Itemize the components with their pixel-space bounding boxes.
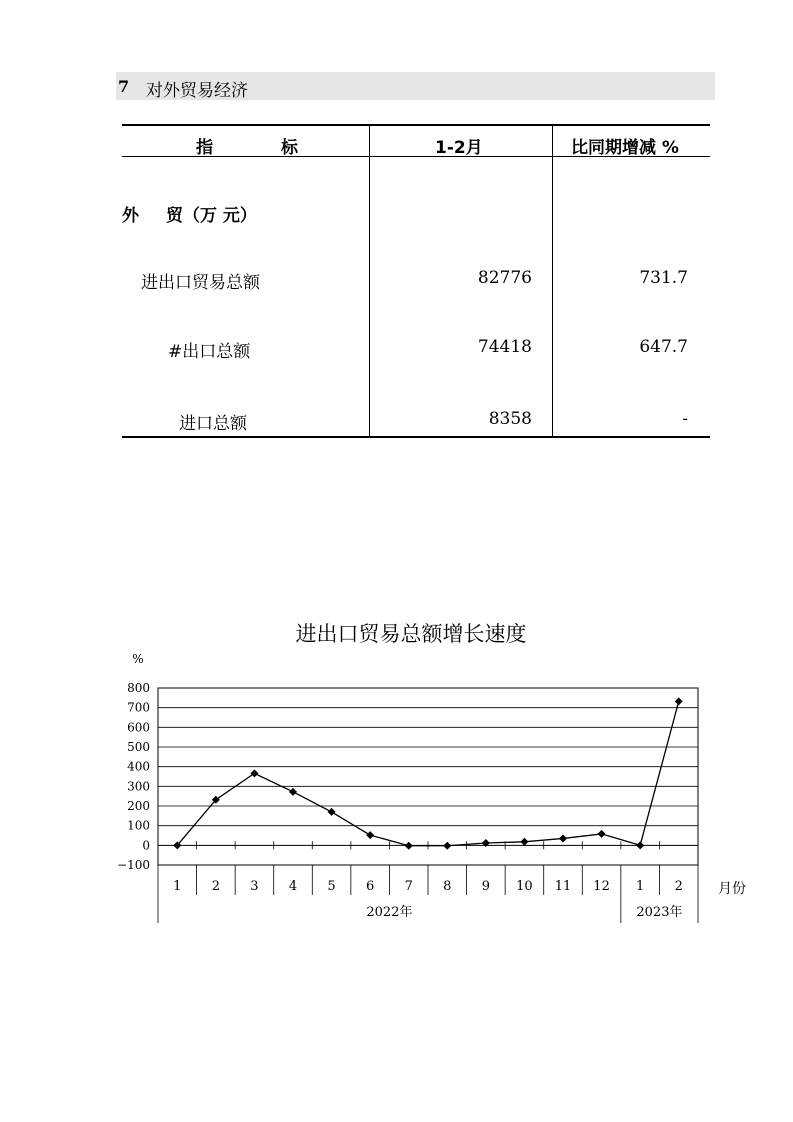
x-tick-label: 9: [481, 879, 490, 894]
x-tick-label: 10: [516, 879, 533, 894]
y-tick-label: 700: [127, 700, 150, 715]
y-tick-label: 200: [127, 799, 150, 813]
x-axis-label: 月份: [718, 881, 746, 897]
row-yoy-total: 731.7: [639, 268, 688, 288]
y-tick-label: 0: [142, 838, 150, 853]
row-label-total: 进出口贸易总额: [141, 273, 260, 293]
x-tick-label: 12: [593, 879, 610, 894]
x-tick-label: 2: [211, 879, 220, 894]
x-tick-label: 11: [554, 879, 572, 894]
x-tick-label: 3: [250, 879, 259, 894]
header-indicator-b: 标: [281, 138, 298, 158]
y-tick-label: 600: [127, 720, 150, 735]
section-title: 对外贸易经济: [146, 81, 248, 101]
y-axis-unit-label: %: [132, 652, 144, 666]
data-point: [482, 839, 490, 847]
row-yoy-export: 647.7: [639, 337, 688, 357]
row-value-total: 82776: [477, 268, 532, 288]
x-tick-label: 7: [404, 879, 413, 894]
x-tick-label: 1: [173, 879, 182, 894]
x-tick-label: 2: [674, 879, 683, 894]
y-tick-label: −100: [117, 858, 150, 872]
year-group-label: 2022年: [366, 905, 413, 920]
group-label-b: 贸（万 元）: [166, 206, 257, 226]
section-header: [116, 72, 715, 100]
data-point: [559, 834, 567, 842]
data-point: [173, 841, 181, 849]
series-line: [177, 701, 678, 845]
header-indicator-a: 指: [196, 138, 213, 158]
x-tick-label: 4: [288, 879, 298, 894]
group-label-a: 外: [122, 206, 139, 226]
data-point: [366, 831, 374, 839]
data-point: [250, 769, 258, 777]
data-point: [636, 841, 644, 849]
section-number: 7: [118, 77, 130, 96]
data-point: [675, 697, 683, 705]
header-period: 1-2月: [435, 138, 483, 158]
data-point: [212, 796, 220, 804]
row-label-export: #出口总额: [168, 342, 251, 362]
year-group-label: 2023年: [636, 905, 683, 920]
data-point: [520, 838, 528, 846]
table-col-divider-1: [369, 124, 370, 437]
y-tick-label: 100: [127, 818, 150, 833]
data-point: [328, 808, 336, 816]
row-label-import: 进口总额: [179, 414, 247, 434]
x-tick-label: 5: [327, 879, 336, 894]
row-yoy-import: -: [682, 409, 688, 429]
data-point: [443, 842, 451, 850]
data-point: [289, 788, 297, 796]
y-tick-label: 400: [127, 759, 150, 774]
x-tick-label: 8: [443, 879, 452, 894]
chart-title: 进出口贸易总额增长速度: [295, 622, 527, 646]
data-point: [598, 830, 606, 838]
table-top-rule: [122, 124, 710, 126]
y-tick-label: 300: [127, 779, 150, 794]
y-tick-label: 500: [127, 740, 150, 754]
plot-area: [158, 688, 698, 865]
y-tick-label: 800: [127, 681, 150, 695]
data-point: [405, 842, 413, 850]
table-bottom-rule: [122, 436, 710, 438]
x-tick-label: 1: [636, 879, 645, 894]
row-value-import: 8358: [488, 409, 532, 429]
x-tick-label: 6: [366, 879, 375, 894]
row-value-export: 74418: [477, 337, 532, 357]
table-col-divider-2: [552, 124, 553, 437]
header-yoy: 比同期增减 %: [571, 138, 679, 158]
